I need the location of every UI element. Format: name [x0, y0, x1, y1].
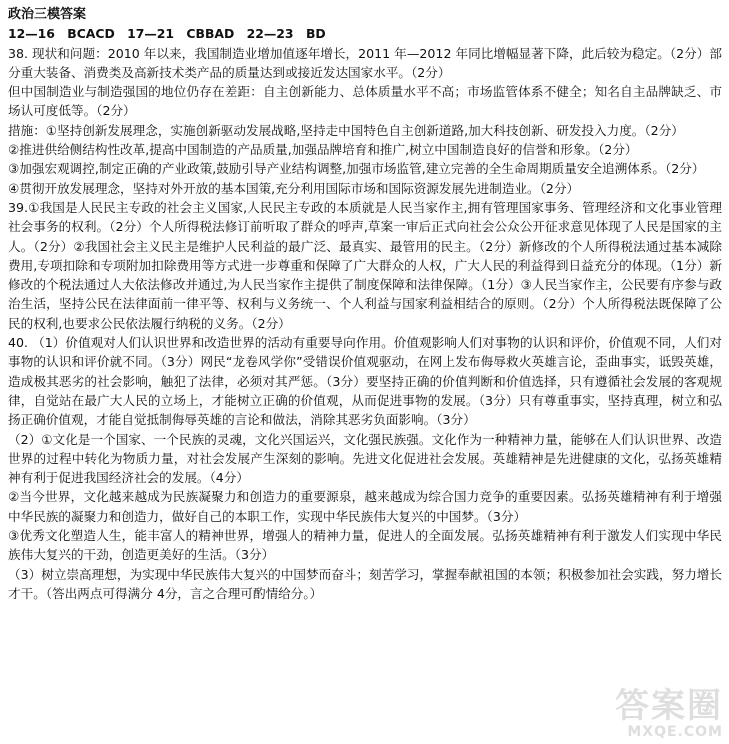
q38-status: 38. 现状和问题：2010 年以来，我国制造业增加值逐年增长，2011 年—2012 年同比增幅显著下降，此后较为稳定。（2分）部分重大装备、消费类及高新技术类产品的质量达到或接近发达国家水平。（2分）: [8, 45, 722, 80]
watermark-url: MXQE.COM: [627, 724, 723, 740]
q40-part2-point3: ③优秀文化塑造人生，能丰富人的精神世界，增强人的精神力量，促进人的全面发展。弘扬英雄精神有利于激发人们实现中华民族伟大复兴的干劲，创造更美好的生活。（3分）: [8, 528, 722, 563]
q39-answer: 39.①我国是人民民主专政的社会主义国家,人民民主专政的本质就是人民当家作主,拥有管理国家事务、管理经济和文化事业管理社会事务的权利。（2分）个人所得税法修订前听取了群众的呼声,草案一审后正式向社会公众公开征求意见体现了人民是国家的主人。（2分）②我国社会主义民主是维护人民利益的最广泛、最真实、最管用的民主。（2分）新修改的个人所得税法通过基本减除费用,专项扣除和专项附加扣除费用等方式进一步尊重和保障了广大群众的人权，广大人民的利益得到日益充分的体现。（1分）新修改的个税法通过人大依法修改并通过,为人民当家作主提供了制度保障和法律保障。（1分）③人民当家作主，公民要有序参与政治生活，坚持公民在法律面前一律平等、权利与义务统一、个人利益与国家利益相结合的原则。（2分）个人所得税法既保障了公民的权利,也要求公民依法履行纳税的义务。（2分）: [8, 199, 722, 331]
q40-part2-point1: （2）①文化是一个国家、一个民族的灵魂，文化兴国运兴，文化强民族强。文化作为一种精神力量，能够在人们认识世界、改造世界的过程中转化为物质力量，对社会发展产生深刻的影响。先进文化促进社会发展。英雄精神是先进健康的文化，弘扬英雄精神有利于促进我国经济社会的发展。（4分）: [8, 431, 722, 486]
multiple-choice-key: 12—16 BCACD 17—21 CBBAD 22—23 BD: [8, 26, 326, 42]
q40-part3: （3）树立崇高理想，为实现中华民族伟大复兴的中国梦而奋斗；刻苦学习，掌握奉献祖国的本领；积极参加社会实践，努力增长才干。（答出两点可得满分 4分，言之合理可酌情给分。）: [8, 566, 722, 601]
q38-measure-4: ④贯彻开放发展理念，坚持对外开放的基本国策,充分利用国际市场和国际资源发展先进制造业。（2分）: [8, 180, 580, 196]
watermark-text: 答案圈: [615, 686, 723, 726]
q40-part1: 40. （1）价值观对人们认识世界和改造世界的活动有重要导向作用。价值观影响人们对事物的认识和评价，价值观不同，人们对事物的认识和评价就不同。（3分）网民“龙卷风学你”受错误价值观驱动，在网上发布侮辱救火英雄言论，歪曲事实，诋毁英雄，造成极其恶劣的社会影响，触犯了法律，必须对其严惩。（3分）要坚持正确的价值判断和价值选择，只有遵循社会发展的客观规律，自觉站在最广大人民的立场上，才能树立正确的价值观，从而促进事物的发展。（3分）只有尊重事实，坚持真理，树立和弘扬正确价值观，才能自觉抵制侮辱英雄的言论和做法，消除其恶劣负面影响。（3分）: [8, 335, 722, 428]
q38-measure-2: ②推进供给侧结构性改革,提高中国制造的产品质量,加强品牌培育和推广,树立中国制造良好的信誉和形象。（2分）: [8, 142, 638, 158]
q38-gap: 但中国制造业与制造强国的地位仍存在差距：自主创新能力、总体质量水平不高；市场监管体系不健全；知名自主品牌缺乏、市场认可度低等。（2分）: [8, 84, 722, 119]
answer-document: [8, 5, 722, 603]
q38-measure-1: 措施：①坚持创新发展理念，实施创新驱动发展战略,坚持走中国特色自主创新道路,加大科技创新、研发投入力度。（2分）: [8, 122, 684, 138]
q38-measure-3: ③加强宏观调控,制定正确的产业政策,鼓励引导产业结构调整,加强市场监管,建立完善的全生命周期质量安全追溯体系。（2分）: [8, 161, 705, 177]
q40-part2-point2: ②当今世界，文化越来越成为民族凝聚力和创造力的重要源泉，越来越成为综合国力竞争的重要因素。弘扬英雄精神有利于增强中华民族的凝聚力和创造力，做好自己的本职工作，实现中华民族伟大复兴的中国梦。（3分）: [8, 489, 722, 524]
doc-title: 政治三模答案: [8, 7, 87, 22]
watermark-logo: [615, 688, 723, 740]
